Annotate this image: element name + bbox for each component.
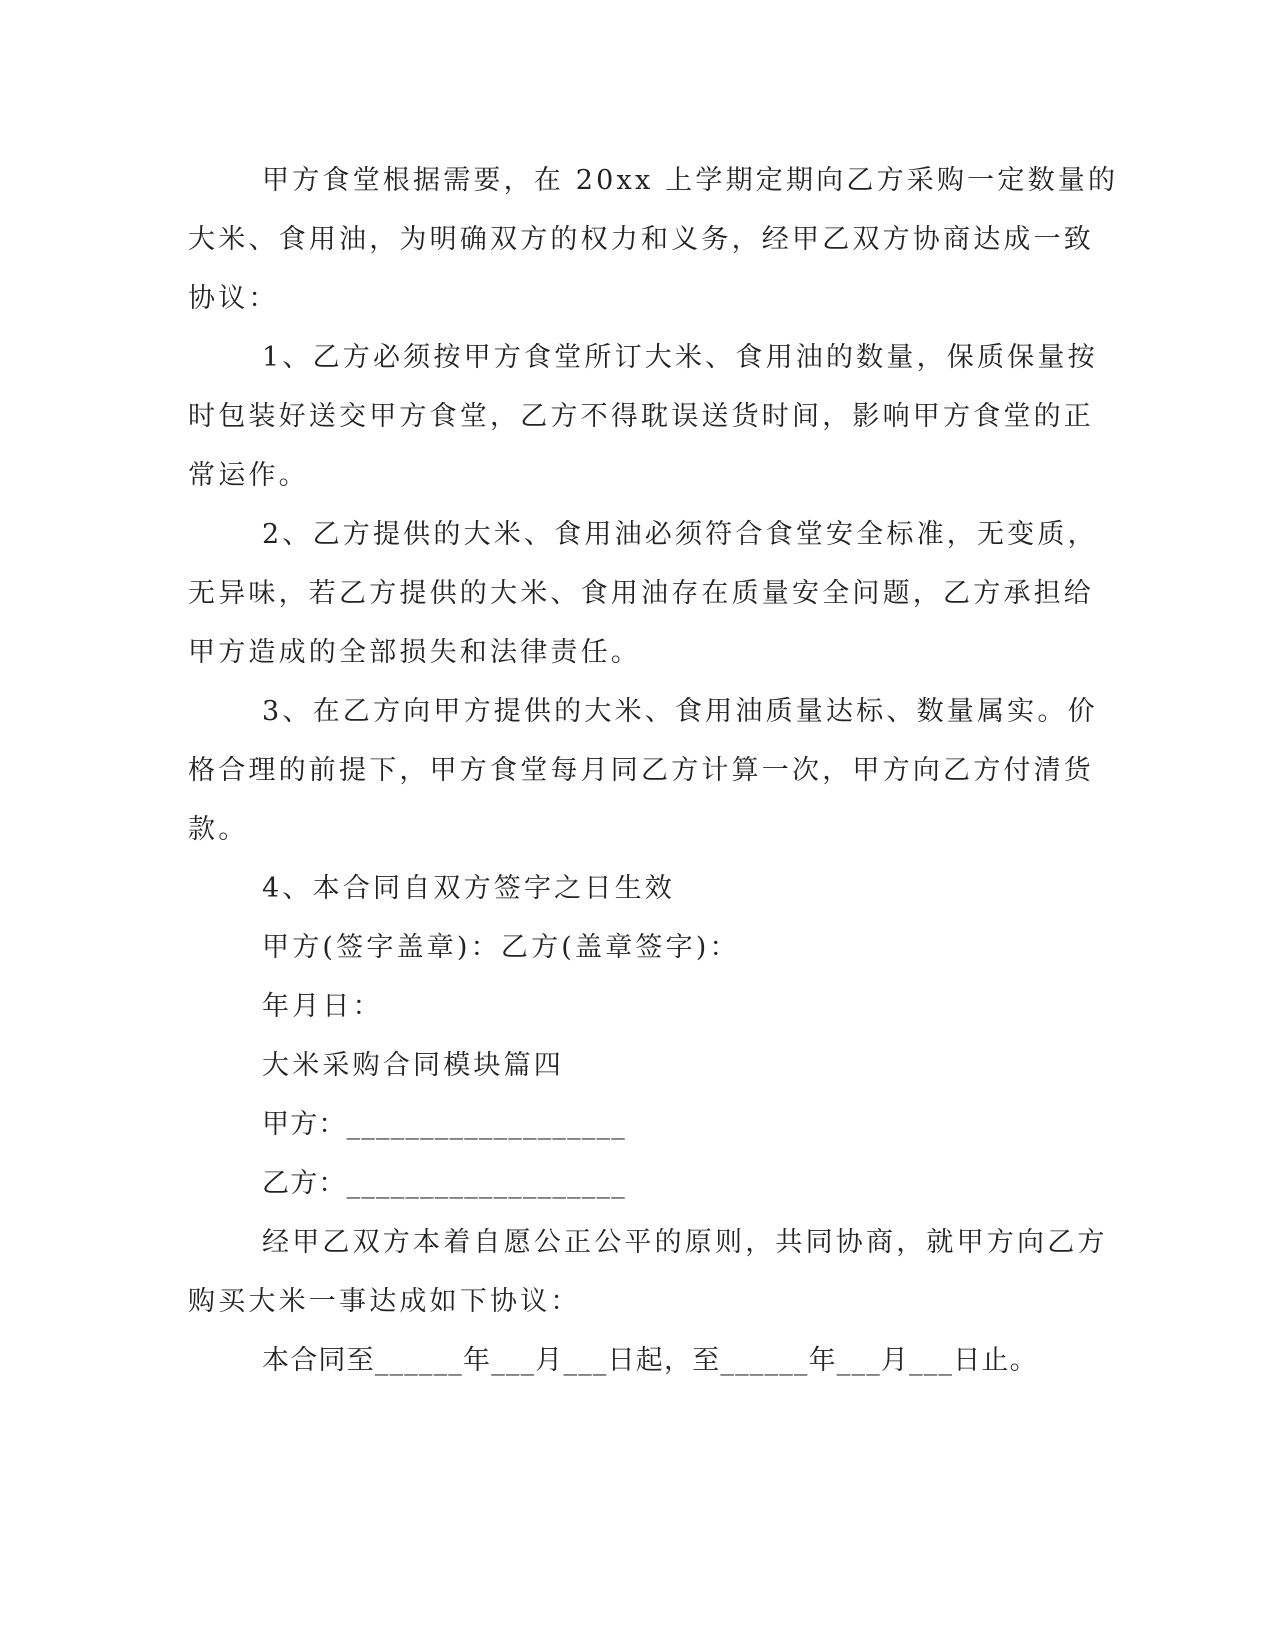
paragraph-line: 大米、食用油，为明确双方的权力和义务，经甲乙双方协商达成一致 [188,224,1094,255]
clause-3-line: 3、在乙方向甲方提供的大米、食用油质量达标、数量属实。价 [262,696,1098,727]
clause-4-line: 4、本合同自双方签字之日生效 [262,873,675,904]
clause-2-line: 甲方造成的全部损失和法律责任。 [188,637,641,668]
paragraph-line: 协议： [188,283,279,314]
party-a-field: 甲方：___________________ [262,1109,626,1140]
clause-1-line: 常运作。 [188,460,309,491]
clause-1-line: 时包装好送交甲方食堂，乙方不得耽误送货时间，影响甲方食堂的正 [188,401,1094,432]
clause-1-line: 1、乙方必须按甲方食堂所订大米、食用油的数量，保质保量按 [262,342,1098,373]
clause-3-line: 款。 [188,814,249,845]
clause-3-line: 格合理的前提下，甲方食堂每月同乙方计算一次，甲方向乙方付清货 [188,755,1094,786]
paragraph-line: 甲方食堂根据需要，在 20xx 上学期定期向乙方采购一定数量的 [262,165,1119,196]
party-b-field: 乙方：___________________ [262,1168,626,1199]
clause-2-line: 2、乙方提供的大米、食用油必须符合食堂安全标准，无变质， [262,519,1098,550]
agreement-intro-line: 经甲乙双方本着自愿公正公平的原则，共同协商，就甲方向乙方 [262,1227,1108,1258]
clause-2-line: 无异味，若乙方提供的大米、食用油存在质量安全问题，乙方承担给 [188,578,1094,609]
signature-line: 甲方(签字盖章)：乙方(盖章签字)： [262,932,740,963]
contract-period-line: 本合同至______年___月___日起，至______年___月___日止。 [262,1345,1038,1376]
date-line: 年月日： [262,991,383,1022]
section-heading: 大米采购合同模块篇四 [262,1050,564,1081]
agreement-intro-line: 购买大米一事达成如下协议： [188,1286,581,1317]
